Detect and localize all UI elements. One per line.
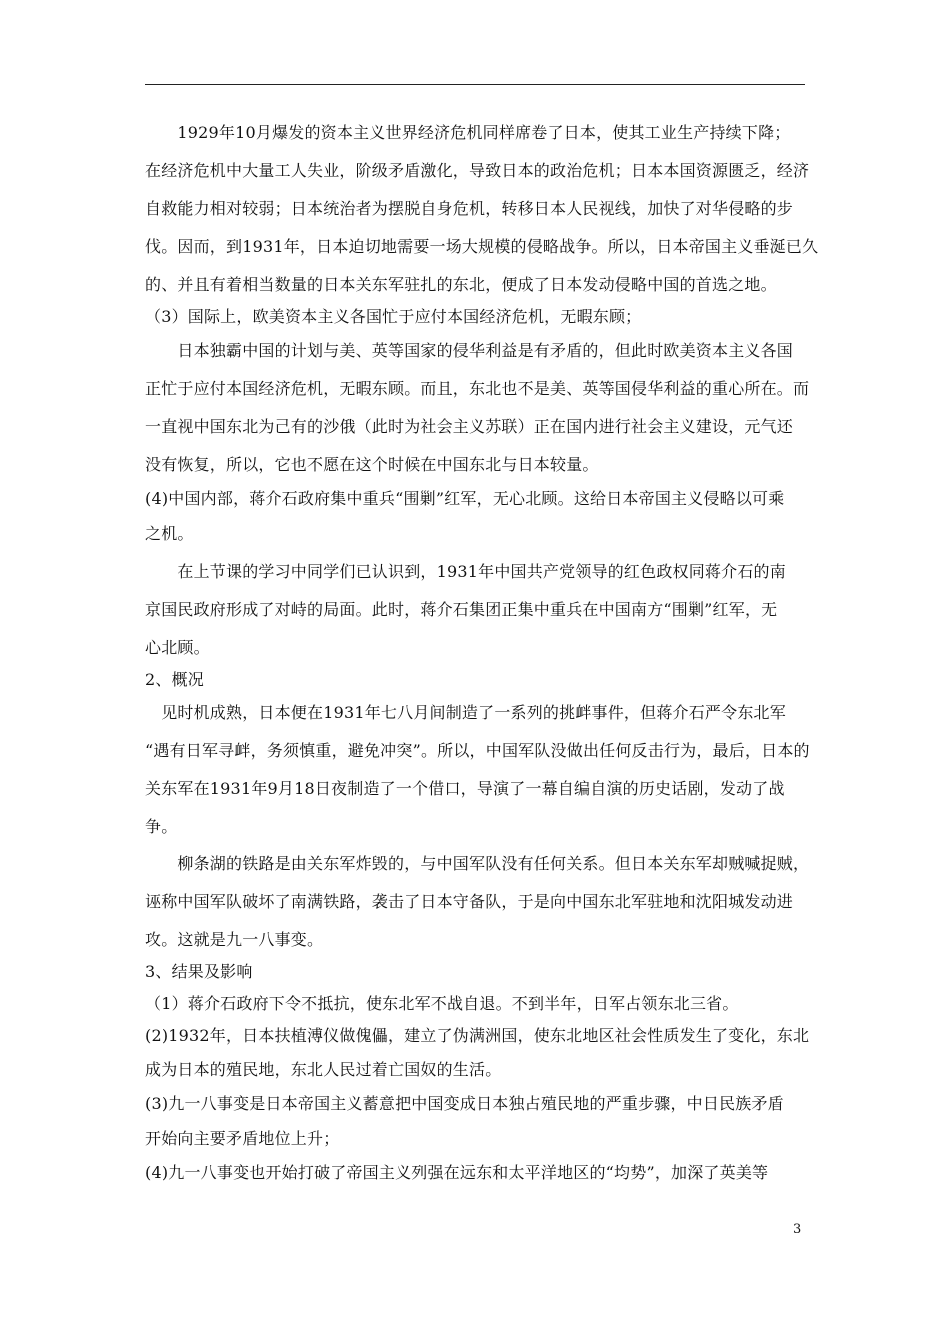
section-item: (4)九一八事变也开始打破了帝国主义列强在远东和太平洋地区的“均势”，加深了英美等 (145, 1163, 769, 1182)
text-line: 的、并且有着相当数量的日本关东军驻扎的东北，便成了日本发动侵略中国的首选之地。 (145, 275, 777, 294)
section-item: （1）蒋介石政府下令不抵抗，使东北军不战自退。不到半年，日军占领东北三省。 (145, 994, 739, 1013)
text-line: 柳条湖的铁路是由关东军炸毁的，与中国军队没有任何关系。但日本关东军却贼喊捉贼， (145, 854, 810, 873)
text-line: 之机。 (145, 524, 194, 543)
text-line: 正忙于应付本国经济危机，无暇东顾。而且，东北也不是美、英等国侵华利益的重心所在。而 (145, 379, 810, 398)
text-line: 伐。因而，到1931年，日本迫切地需要一场大规模的侵略战争。所以，日本帝国主义垂涎已久 (145, 237, 819, 256)
document-body (145, 123, 819, 1183)
text-line: 心北顾。 (145, 638, 210, 657)
text-line: 见时机成熟，日本便在1931年七八月间制造了一系列的挑衅事件，但蒋介石严令东北军 (145, 703, 786, 722)
text-line: 攻。这就是九一八事变。 (145, 930, 324, 949)
text-line: 诬称中国军队破坏了南满铁路，袭击了日本守备队，于是向中国东北军驻地和沈阳城发动进 (145, 892, 794, 911)
header-rule (145, 84, 805, 85)
text-line: 成为日本的殖民地，东北人民过着亡国奴的生活。 (145, 1060, 502, 1079)
text-line: 关东军在1931年9月18日夜制造了一个借口，导演了一幕自编自演的历史话剧，发动了战 (145, 779, 785, 798)
text-line: 自救能力相对较弱；日本统治者为摆脱自身危机，转移日本人民视线，加快了对华侵略的步 (145, 199, 794, 218)
text-line: 1929年10月爆发的资本主义世界经济危机同样席卷了日本，使其工业生产持续下降； (145, 123, 791, 142)
page-number: 3 (793, 1222, 802, 1237)
text-line: 争。 (145, 817, 178, 836)
section-item: (2)1932年，日本扶植溥仪做傀儡，建立了伪满洲国，使东北地区社会性质发生了变化，东北 (145, 1026, 810, 1045)
section-item: （3）国际上，欧美资本主义各国忙于应付本国经济危机，无暇东顾； (145, 307, 642, 326)
text-line: 在经济危机中大量工人失业，阶级矛盾激化，导致日本的政治危机；日本本国资源匮乏，经济 (145, 161, 810, 180)
text-line: 在上节课的学习中同学们已认识到，1931年中国共产党领导的红色政权同蒋介石的南 (145, 562, 786, 581)
text-line: 没有恢复，所以，它也不愿在这个时候在中国东北与日本较量。 (145, 455, 599, 474)
text-line: “遇有日军寻衅，务须慎重，避免冲突”。所以，中国军队没做出任何反击行为，最后，日本的 (145, 741, 810, 760)
text-line: 日本独霸中国的计划与美、英等国家的侵华利益是有矛盾的，但此时欧美资本主义各国 (145, 341, 794, 360)
section-heading: 3、结果及影响 (145, 962, 253, 981)
text-line: 开始向主要矛盾地位上升； (145, 1129, 340, 1148)
section-item: (4)中国内部，蒋介石政府集中重兵“围剿”红军，无心北顾。这给日本帝国主义侵略以可乘 (145, 489, 785, 508)
section-item: (3)九一八事变是日本帝国主义蓄意把中国变成日本独占殖民地的严重步骤，中日民族矛盾 (145, 1094, 784, 1113)
section-heading: 2、概况 (145, 670, 204, 689)
text-line: 京国民政府形成了对峙的局面。此时，蒋介石集团正集中重兵在中国南方“围剿”红军，无 (145, 600, 778, 619)
text-line: 一直视中国东北为己有的沙俄（此时为社会主义苏联）正在国内进行社会主义建设，元气还 (145, 417, 794, 436)
